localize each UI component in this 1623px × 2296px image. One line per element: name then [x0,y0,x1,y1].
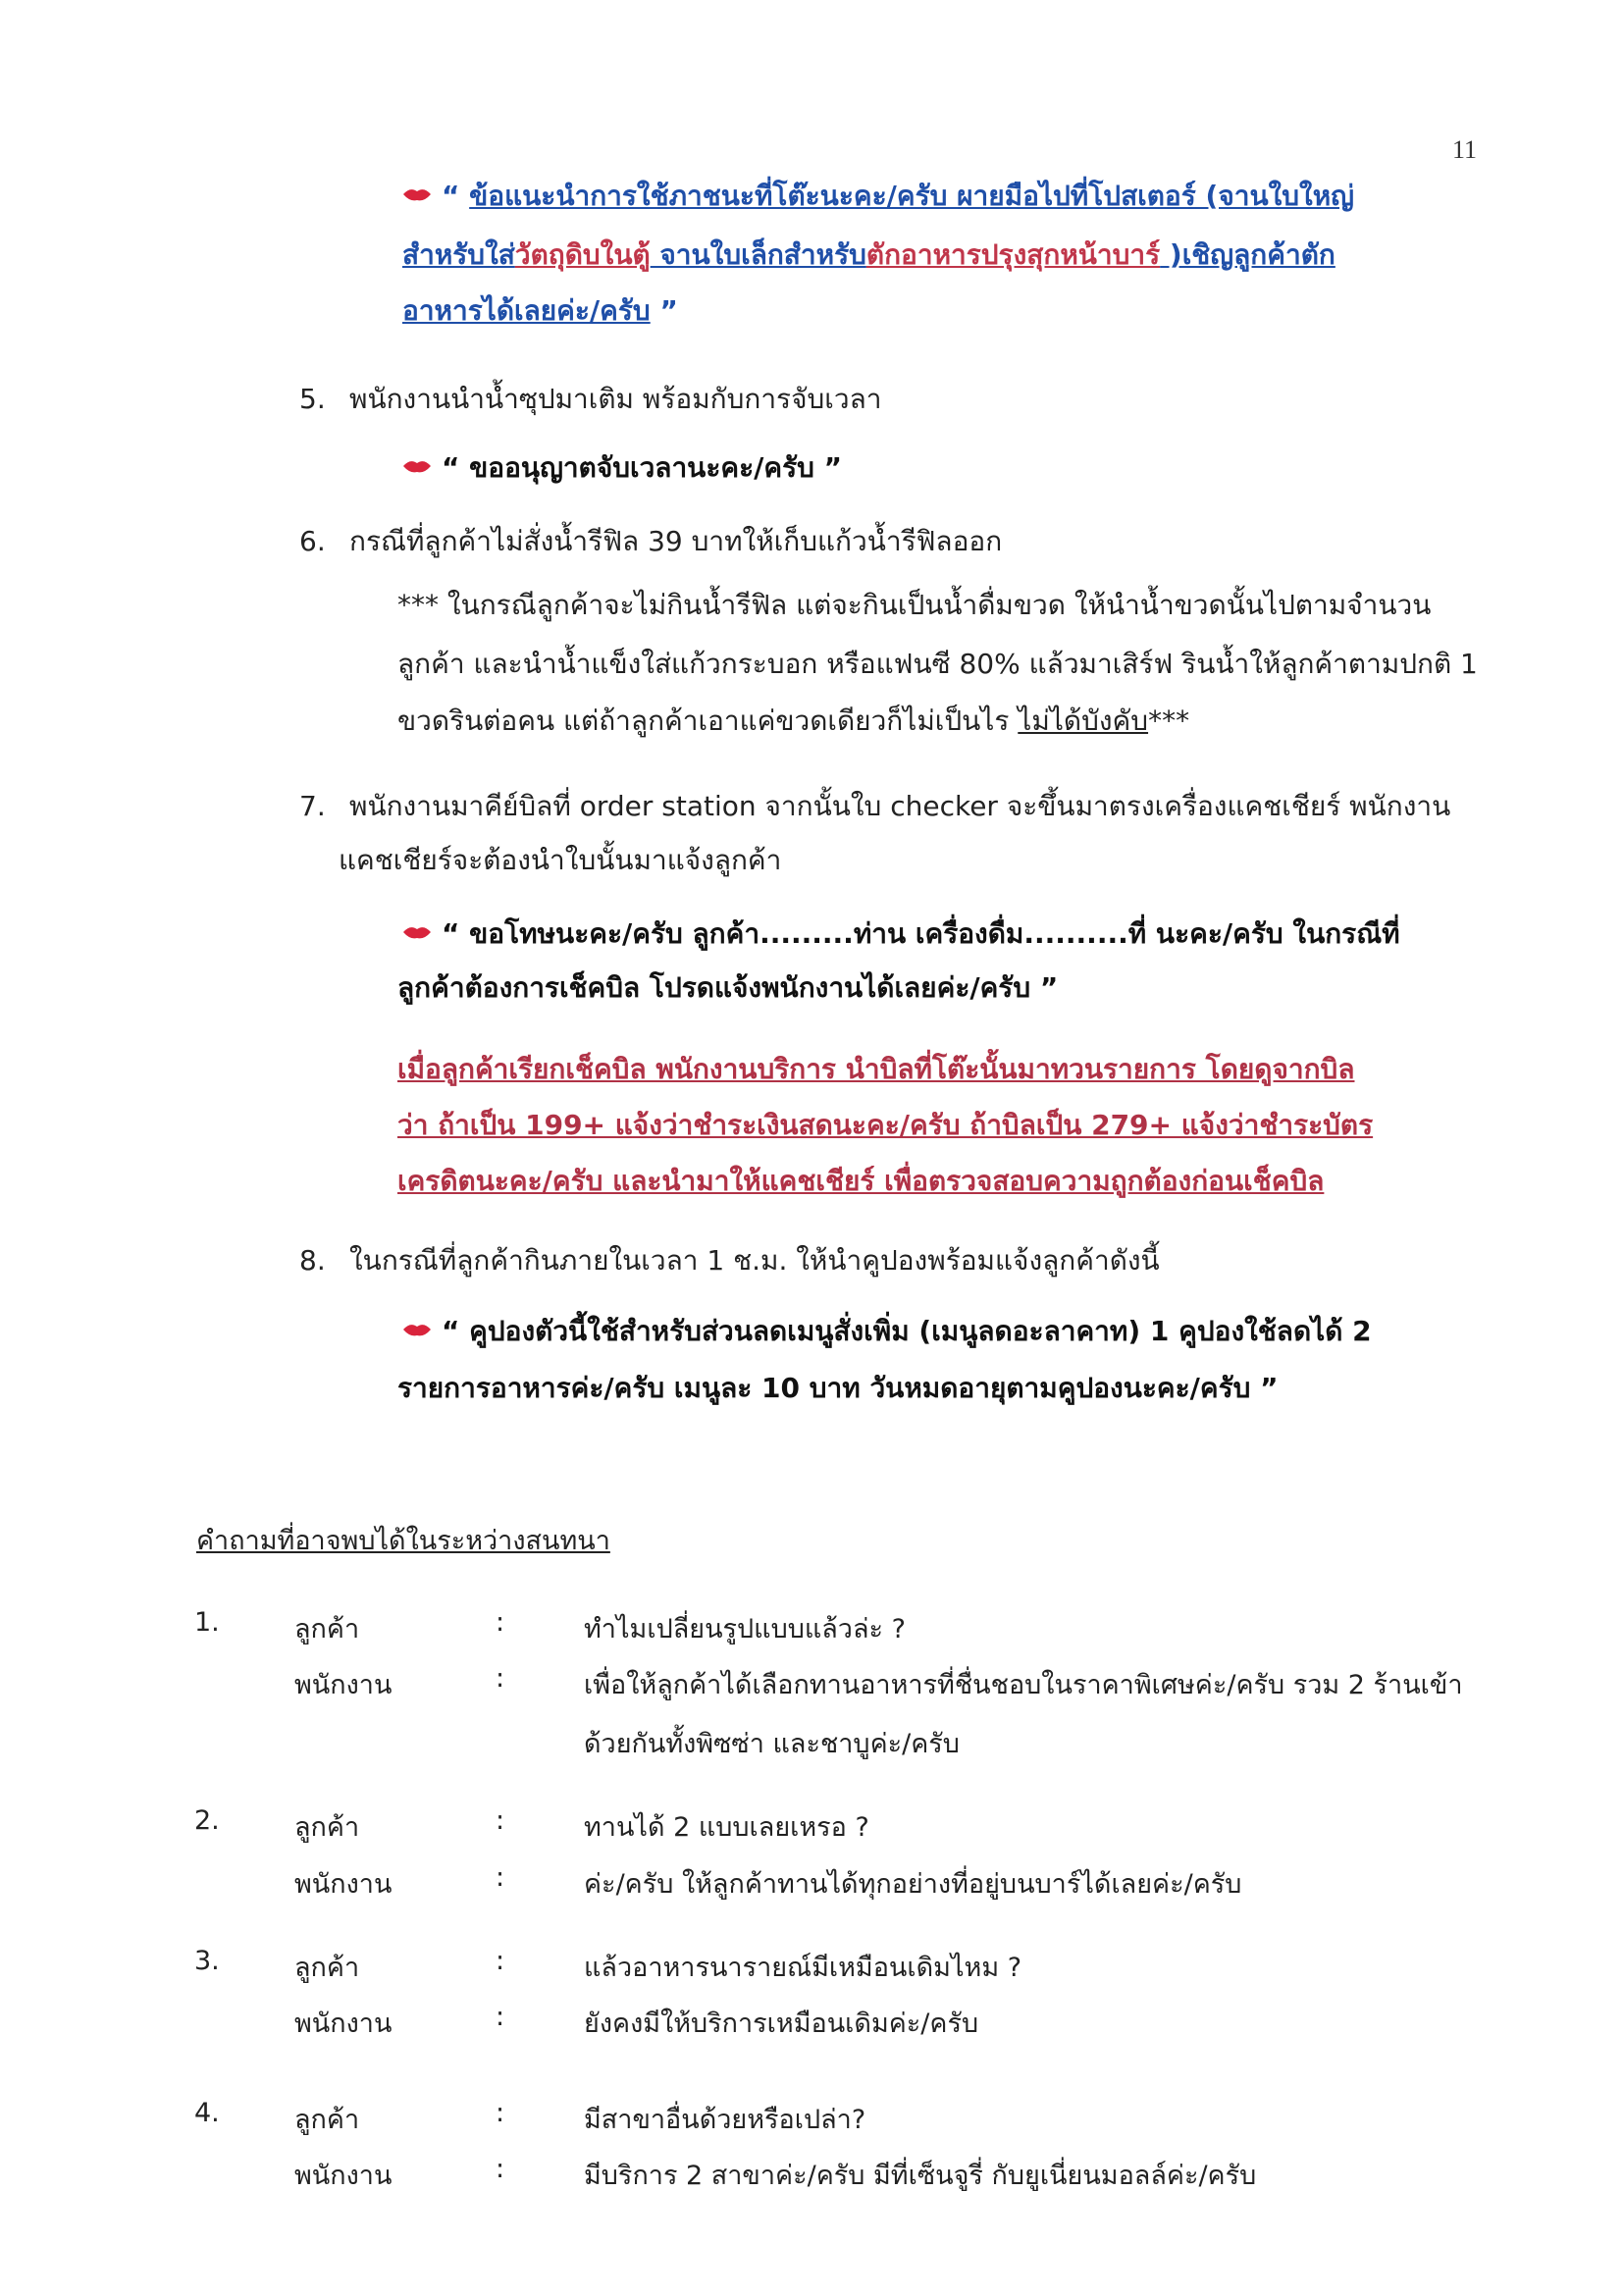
item-8-quote-line-1 [402,1315,1372,1348]
tip-text-b3: จานใบเล็กสำหรับ [650,238,866,271]
faq-2-colon-1: : [496,1805,505,1836]
quote-close: ” [650,294,678,327]
item-6-note-2: ลูกค้า และนำน้ำแข็งใส่แก้วกระบอก หรือแฟนซี 80% แล้วมาเสิร์ฟ รินน้ำให้ลูกค้าตามปกติ 1 [397,648,1478,680]
faq-4-colon-1: : [496,2098,505,2128]
page-number: 11 [1452,135,1478,164]
faq-4-staff-text: มีบริการ 2 สาขาค่ะ/ครับ มีที่เซ็นจูรี่ กับยูเนี่ยนมอลล์ค่ะ/ครับ [584,2161,1257,2191]
tip-text-b4: ตักอาหารปรุงสุกหน้าบาร์ [865,238,1161,271]
lips-icon [402,924,432,940]
faq-4-number: 4. [194,2098,220,2128]
tip-line-3 [402,294,678,328]
item-5-quote: “ ขออนุญาตจับเวลานะคะ/ครับ ” [442,451,843,484]
tip-text-b1: สำหรับใส่ [402,238,515,271]
faq-4-colon-2: : [496,2154,505,2184]
faq-3-staff-text: ยังคงมีให้บริการเหมือนเดิมค่ะ/ครับ [584,2009,979,2039]
faq-2-staff-label: พนักงาน [294,1869,393,1900]
faq-2-colon-2: : [496,1862,505,1893]
tip-text-b5: )เชิญลูกค้าตัก [1160,238,1335,271]
lips-icon [402,1322,432,1337]
tip-line-1 [402,180,1354,213]
faq-1-customer-text: ทำไมเปลี่ยนรูปแบบแล้วล่ะ ? [584,1614,906,1644]
quote-open: “ [442,180,470,212]
item-8-text: ในกรณีที่ลูกค้ากินภายในเวลา 1 ช.ม. ให้นำคูปองพร้อมแจ้งลูกค้าดังนี้ [349,1244,1160,1277]
item-7-quote-2: ลูกค้าต้องการเช็คบิล โปรดแจ้งพนักงานได้เลยค่ะ/ครับ ” [397,971,1059,1004]
faq-title: คำถามที่อาจพบได้ในระหว่างสนทนา [196,1526,610,1556]
faq-1-staff-text-2: ด้วยกันทั้งพิซซ่า และชาบูค่ะ/ครับ [584,1729,960,1759]
item-5-number: 5. [299,383,326,415]
item-8-quote-2: รายการอาหารค่ะ/ครับ เมนูละ 10 บาท วันหมดอายุตามคูปองนะคะ/ครับ ” [397,1372,1279,1404]
faq-1-customer-label: ลูกค้า [294,1614,360,1644]
item-7-text-1: พนักงานมาคีย์บิลที่ order station จากนั้นใบ checker จะขึ้นมาตรงเครื่องแคชเชียร์ พนักงาน [349,790,1451,822]
item-6-text: กรณีที่ลูกค้าไม่สั่งน้ำรีฟิล 39 บาทให้เก็บแก้วน้ำรีฟิลออก [349,525,1003,557]
faq-2-staff-text: ค่ะ/ครับ ให้ลูกค้าทานได้ทุกอย่างที่อยู่บนบาร์ได้เลยค่ะ/ครับ [584,1869,1242,1900]
item-7-red-3: เครดิตนะคะ/ครับ และนำมาให้แคชเชียร์ เพื่อตรวจสอบความถูกต้องก่อนเช็คบิล [397,1165,1325,1197]
item-6-note-1: *** ในกรณีลูกค้าจะไม่กินน้ำรีฟิล แต่จะกินเป็นน้ำดื่มขวด ให้นำน้ำขวดนั้นไปตามจำนวน [397,589,1432,621]
faq-3-customer-label: ลูกค้า [294,1953,360,1983]
item-5-text: พนักงานนำน้ำซุปมาเติม พร้อมกับการจับเวลา [349,383,882,415]
faq-1-colon-2: : [496,1663,505,1694]
item-6-note-3c: *** [1148,704,1190,737]
lips-icon [402,458,432,474]
faq-1-number: 1. [194,1607,220,1638]
faq-2-number: 2. [194,1805,220,1836]
faq-4-staff-label: พนักงาน [294,2161,393,2191]
faq-3-customer-text: แล้วอาหารนารายณ์มีเหมือนเดิมไหม ? [584,1953,1022,1983]
faq-1-staff-label: พนักงาน [294,1670,393,1700]
item-6-note-3a: ขวดรินต่อคน แต่ถ้าลูกค้าเอาแค่ขวดเดียวก็ไม่เป็นไร [397,704,1019,737]
faq-3-colon-2: : [496,2002,505,2032]
faq-3-colon-1: : [496,1946,505,1976]
item-7-text-2: แคชเชียร์จะต้องนำใบนั้นมาแจ้งลูกค้า [339,844,782,876]
tip-text-a: ข้อแนะนำการใช้ภาชนะที่โต๊ะนะคะ/ครับ ผายมือไปที่โปสเตอร์ (จานใบใหญ่ [469,180,1355,212]
item-6-number: 6. [299,525,326,557]
item-6-note-3 [397,704,1189,738]
item-7-red-1: เมื่อลูกค้าเรียกเช็คบิล พนักงานบริการ นำบิลที่โต๊ะนั้นมาทวนรายการ โดยดูจากบิล [397,1053,1355,1085]
faq-4-customer-label: ลูกค้า [294,2105,360,2135]
item-5-quote-line [402,451,842,485]
faq-1-staff-text-1: เพื่อให้ลูกค้าได้เลือกทานอาหารที่ชื่นชอบในราคาพิเศษค่ะ/ครับ รวม 2 ร้านเข้า [584,1670,1463,1700]
item-8-quote-1: “ คูปองตัวนี้ใช้สำหรับส่วนลดเมนูสั่งเพิ่ม (เมนูลดอะลาคาท) 1 คูปองใช้ลดได้ 2 [442,1315,1372,1347]
lips-icon [402,186,432,202]
tip-line-2 [402,238,1335,272]
faq-3-staff-label: พนักงาน [294,2009,393,2039]
tip-text-c: อาหารได้เลยค่ะ/ครับ [402,294,651,327]
item-7-quote-1: “ ขอโทษนะคะ/ครับ ลูกค้า.........ท่าน เครื่องดื่ม..........ที่ นะคะ/ครับ ในกรณีที่ [442,917,1400,950]
faq-2-customer-label: ลูกค้า [294,1812,360,1843]
tip-text-b2: วัตถุดิบในตู้ [514,238,651,271]
faq-4-customer-text: มีสาขาอื่นด้วยหรือเปล่า? [584,2105,866,2135]
item-7-red-2: ว่า ถ้าเป็น 199+ แจ้งว่าชำระเงินสดนะคะ/ครับ ถ้าบิลเป็น 279+ แจ้งว่าชำระบัตร [397,1109,1374,1141]
item-7-quote-line-1 [402,917,1400,951]
faq-2-customer-text: ทานได้ 2 แบบเลยเหรอ ? [584,1812,869,1843]
item-6-note-3b: ไม่ได้บังคับ [1018,704,1149,737]
item-7-number: 7. [299,790,326,822]
faq-3-number: 3. [194,1946,220,1976]
faq-1-colon-1: : [496,1607,505,1638]
item-8-number: 8. [299,1244,326,1277]
